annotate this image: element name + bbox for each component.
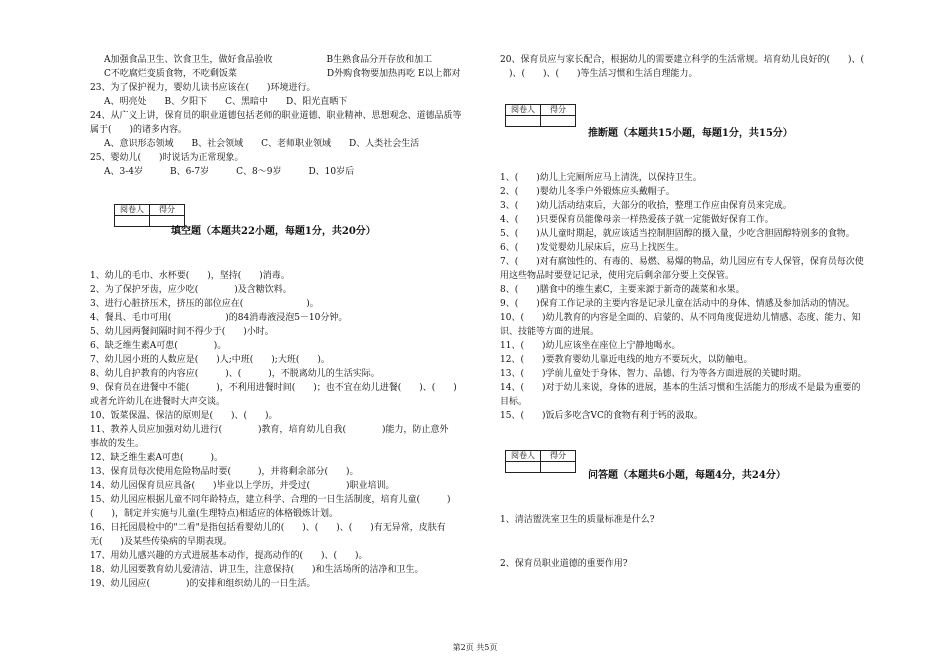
question-line: 12、( )要教育婴幼儿靠近电线的地方不要玩火，以防触电。 (500, 355, 753, 365)
question-line: 23、为了保护视力，婴幼儿读书应该在( )环境进行。 (90, 83, 316, 93)
question-line: 2、为了保护牙齿，应少吃( )及含糖饮料。 (90, 285, 292, 295)
question-line: 属于( )的诸多内容。 (90, 125, 188, 135)
question-line: A、意识形态领域 B、社会领域 C、老师职业领域 D、人类社会生活 (104, 139, 420, 149)
question-line: 1、清洁盥洗室卫生的质量标准是什么? (500, 515, 655, 525)
score-box-score-cell (541, 462, 576, 473)
score-box-score-label: 得分 (541, 451, 576, 462)
question-line: 或者允许幼儿在进餐时大声交谈。 (90, 397, 226, 407)
question-line: 12、缺乏维生素A可患( )。 (90, 453, 223, 463)
question-line: 20、保育员应与家长配合，根据幼儿的需要建立科学的生活常规。培育幼儿良好的( )、( (500, 55, 864, 65)
question-line: A、3-4岁 B、6-7岁 C、8～9岁 D、10岁后 (104, 167, 355, 177)
question-line: 2、保育员职业道德的重要作用? (500, 559, 628, 569)
page-footer: 第2页 共5页 (452, 643, 498, 652)
question-line: 15、( )饭后多吃含VC的食物有利于钙的汲取。 (500, 411, 703, 421)
score-box-reviewer-cell (506, 462, 541, 473)
question-line: 24、从广义上讲，保育员的职业道德包括老师的职业道德、职业精神、思想观念、道德品质等 (90, 111, 462, 121)
question-line: 10、( )幼儿教育的内容是全面的、启蒙的、从不同角度促进幼儿情感、态度、能力、知 (500, 313, 861, 323)
question-line: )、( )、( )等生活习惯和生活自理能力。 (500, 69, 698, 79)
question-line: 用这些物品时要登记记录，使用完后剩余部分要上交保管。 (500, 271, 735, 281)
question-line: 2、( )婴幼儿冬季户外锻炼应头戴帽子。 (500, 187, 675, 197)
question-line: 16、日托园晨检中的"二看"是指包括看婴幼儿的( )、( )、( )有无异常，皮肤有 (90, 523, 446, 533)
question-line: ( )，制定并实施与儿童(生理特点)相适应的体格锻炼计划。 (90, 509, 339, 519)
score-box-judge (505, 104, 576, 127)
question-line: 3、进行心脏挤压术，挤压的部位应在( )。 (90, 299, 319, 309)
score-box-score-cell (541, 116, 576, 127)
score-box-reviewer-label: 阅卷人 (506, 105, 541, 116)
question-line: 18、幼儿园要教育幼儿爱清洁、讲卫生，注意保持( )和生活场所的洁净和卫生。 (90, 565, 424, 575)
section-title-judge: 推断题（本题共15小题，每题1分，共15分） (588, 128, 793, 139)
question-line: 1、( )幼儿上完厕所应马上清洗，以保持卫生。 (500, 173, 702, 183)
question-line: 14、幼儿园保育员应具备( )毕业以上学历，并受过( )职业培训。 (90, 481, 395, 491)
question-line: 8、幼儿自护教育的内容应( )、( )，不脱离幼儿的生活实际。 (90, 369, 380, 379)
question-line: 11、教养人员应加强对幼儿进行( )教育，培育幼儿自我( )能力，防止意外 (90, 425, 449, 435)
question-line: A、明亮处 B、夕阳下 C、黑暗中 D、阳光直晒下 (104, 97, 348, 107)
question-line: 5、( )从儿童时期起，就应该适当控制胆固醇的摄入量，少吃含胆固醇特别多的食物。 (500, 229, 855, 239)
question-line: 识、技能等方面的进展。 (500, 327, 600, 337)
question-line: 目标。 (500, 397, 528, 407)
score-box-qa (505, 450, 576, 473)
score-box-score-label: 得分 (150, 205, 185, 216)
question-line: 7、( )对有腐蚀性的、有毒的、易燃、易爆的物品，幼儿园应有专人保管，保育员每次使 (500, 257, 864, 267)
question-line: 事故的发生。 (90, 439, 145, 449)
question-line: 3、( )幼儿活动结束后，大部分的收拾，整理工作应由保育员来完成。 (500, 201, 792, 211)
score-box-reviewer-label: 阅卷人 (506, 451, 541, 462)
question-line: 19、幼儿园应( )的安排和组织幼儿的一日生活。 (90, 579, 316, 589)
question-line: 10、饭菜保温、保洁的原则是( )、( )。 (90, 411, 278, 421)
question-line: 5、幼儿园两餐间隔时间不得少于( )小时。 (90, 327, 274, 337)
question-line: C不吃腐烂变质食物，不吃剩饭菜 D外购食物要加热再吃 E以上都对 (104, 69, 461, 79)
question-line: 4、餐具、毛巾可用( )的84消毒液浸泡5－10分钟。 (90, 313, 348, 323)
question-line: 15、幼儿园应根据儿童不同年龄特点，建立科学、合理的一日生活制度，培育儿童( ) (90, 495, 451, 505)
question-line: 9、( )保育工作记录的主要内容是记录儿童在活动中的身体、情感及参加活动的情况。 (500, 299, 855, 309)
question-line: 7、幼儿园小班的人数应是( )人;中班( );大班( )。 (90, 355, 330, 365)
question-line: A加强食品卫生、饮食卫生，做好食品验收 B生熟食品分开存放和加工 (104, 55, 433, 65)
question-line: 8、( )膳食中的维生素C，主要来源于新奇的蔬菜和水果。 (500, 285, 745, 295)
question-line: 6、缺乏维生素A可患( )。 (90, 341, 227, 351)
question-line: 1、幼儿的毛巾、水杯要( )，坚持( )消毒。 (90, 271, 290, 281)
question-line: 25、婴幼儿( )时说话为正常现象。 (90, 153, 244, 163)
question-line: 13、保育员每次使用危险物品时要( )，并将剩余部分( )。 (90, 467, 359, 477)
question-line: 13、( )学前儿童处于身体、智力、品德、行为等各方面进展的关键时期。 (500, 369, 807, 379)
question-line: 14、( )对于幼儿来说，身体的进展，基本的生活习惯和生活能力的形成不是最为重要的 (500, 383, 861, 393)
section-title-qa: 问答题（本题共6小题，每题4分，共24分） (588, 470, 786, 481)
score-box-reviewer-cell (506, 116, 541, 127)
question-line: 无( )及某些传染病的早期表现。 (90, 537, 233, 547)
question-line: 9、保育员在进餐中不能( )，不利用进餐时间( )；也不宜在幼儿进餐( )、( ) (90, 383, 457, 393)
question-line: 11、( )幼儿应该坐在座位上宁静地喝水。 (500, 341, 681, 351)
question-line: 4、( )只要保育员能像母亲一样热爱孩子就一定能做好保育工作。 (500, 215, 774, 225)
question-line: 6、( )发觉婴幼儿尿床后，应马上找医生。 (500, 243, 684, 253)
score-box-reviewer-label: 阅卷人 (115, 205, 150, 216)
question-line: 17、用幼儿感兴趣的方式进展基本动作，提高动作的( )、( )。 (90, 551, 368, 561)
score-box-reviewer-cell (115, 216, 150, 227)
score-box-score-label: 得分 (541, 105, 576, 116)
section-title-fill-blank: 填空题（本题共22小题，每题1分，共20分） (171, 226, 376, 237)
